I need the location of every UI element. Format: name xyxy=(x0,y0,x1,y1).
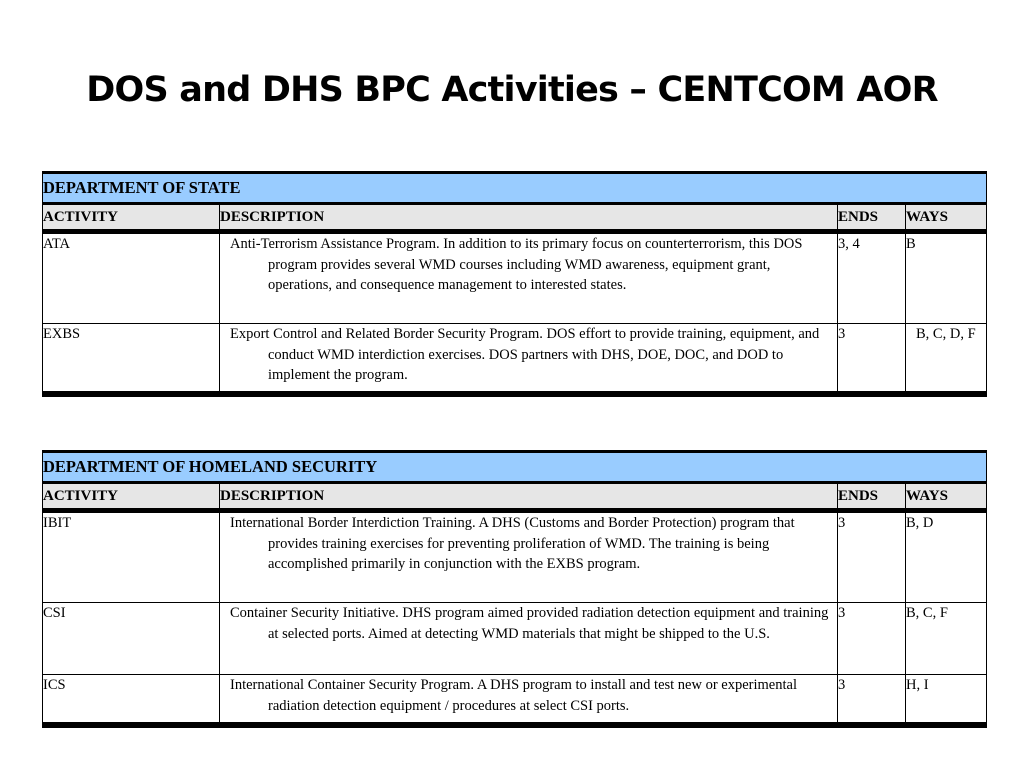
ends-cell: 3 xyxy=(838,675,906,725)
table-row xyxy=(43,603,987,675)
activity-column-header: ACTIVITY xyxy=(43,204,220,232)
dos-section-header xyxy=(43,173,987,204)
ends-cell: 3 xyxy=(838,324,906,394)
dhs-column-header-row xyxy=(43,483,987,511)
ends-column-header: ENDS xyxy=(838,483,906,511)
dhs-section-header xyxy=(43,452,987,483)
description-cell: Container Security Initiative. DHS program aimed provided radiation detection equipment and training at selected ports. Aimed at detecting WMD materials that might be shipped to the U.S. xyxy=(220,603,838,675)
ways-cell: B, C, D, F xyxy=(906,324,987,394)
dos-section-title: DEPARTMENT OF STATE xyxy=(43,173,987,204)
description-cell: International Container Security Program. A DHS program to install and test new or experimental radiation detection equipment / procedures at select CSI ports. xyxy=(220,675,838,725)
ends-cell: 3 xyxy=(838,511,906,603)
activity-cell: IBIT xyxy=(43,511,220,603)
activity-cell: CSI xyxy=(43,603,220,675)
ways-column-header: WAYS xyxy=(906,483,987,511)
ways-cell: H, I xyxy=(906,675,987,725)
description-cell: Anti-Terrorism Assistance Program. In addition to its primary focus on counterterrorism, this DOS program provides several WMD courses including WMD awareness, equipment grant, operations, and consequence management to interested states. xyxy=(220,232,838,324)
ways-cell: B, C, F xyxy=(906,603,987,675)
table-row xyxy=(43,324,987,394)
activity-column-header: ACTIVITY xyxy=(43,483,220,511)
activity-cell: ATA xyxy=(43,232,220,324)
ends-cell: 3 xyxy=(838,603,906,675)
description-cell: International Border Interdiction Training. A DHS (Customs and Border Protection) program that provides training exercises for preventing proliferation of WMD. The training is being accomplished primarily in conjunction with the EXBS program. xyxy=(220,511,838,603)
description-column-header: DESCRIPTION xyxy=(220,483,838,511)
dhs-section-title: DEPARTMENT OF HOMELAND SECURITY xyxy=(43,452,987,483)
ways-cell: B xyxy=(906,236,916,252)
dhs-table xyxy=(42,450,987,728)
ends-cell: 3, 4 xyxy=(838,232,906,324)
description-column-header: DESCRIPTION xyxy=(220,204,838,232)
table-row xyxy=(43,511,987,603)
ends-column-header: ENDS xyxy=(838,204,906,232)
table-row xyxy=(43,675,987,725)
activity-cell: EXBS xyxy=(43,324,220,394)
dos-column-header-row xyxy=(43,204,987,232)
table-row xyxy=(43,232,987,324)
description-cell: Export Control and Related Border Security Program. DOS effort to provide training, equipment, and conduct WMD interdiction exercises. DOS partners with DHS, DOE, DOC, and DOD to implement the program. xyxy=(220,324,838,394)
ways-cell: B, D xyxy=(906,515,934,531)
slide-title: DOS and DHS BPC Activities – CENTCOM AOR xyxy=(86,70,938,110)
activity-cell: ICS xyxy=(43,675,220,725)
ways-column-header: WAYS xyxy=(906,204,987,232)
dos-table xyxy=(42,171,987,397)
